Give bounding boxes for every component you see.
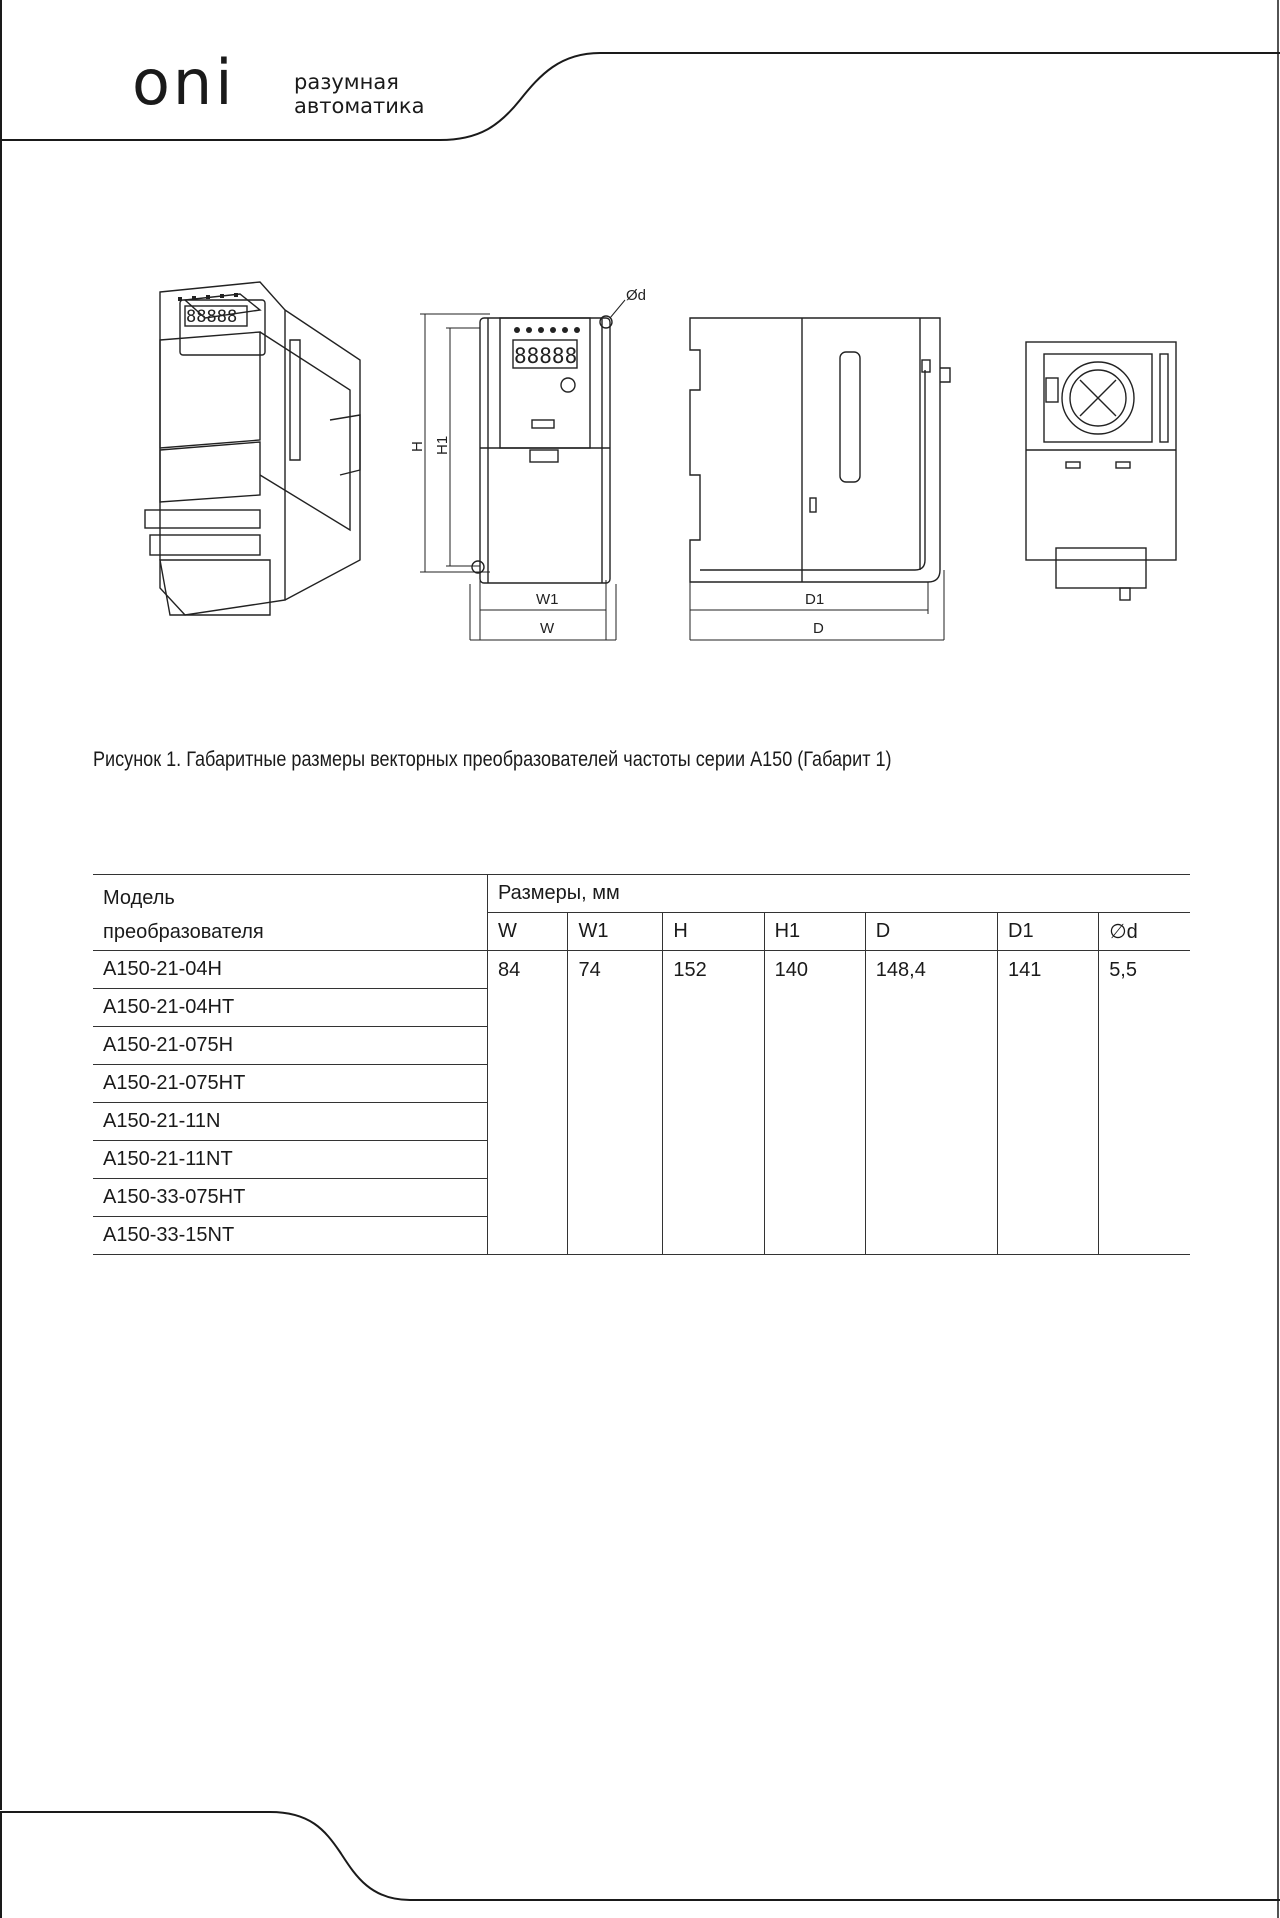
label-H: H: [409, 441, 426, 452]
label-D1: D1: [805, 591, 825, 608]
label-W: W: [540, 620, 555, 637]
value-D: 148,4: [865, 951, 997, 1255]
col-header-W1: W1: [568, 913, 663, 951]
model-cell: A150-21-075H: [93, 1027, 488, 1065]
label-W1: W1: [536, 591, 559, 608]
col-header-H: H: [663, 913, 764, 951]
value-D1: 141: [998, 951, 1099, 1255]
col-header-H1: H1: [764, 913, 865, 951]
value-H: 152: [663, 951, 764, 1255]
brand-tagline: [294, 70, 424, 118]
isometric-view: [145, 282, 360, 615]
tagline-line-1: разумная: [294, 70, 399, 94]
front-leds: [514, 327, 580, 333]
model-cell: A150-33-15NT: [93, 1217, 488, 1255]
value-W1: 74: [568, 951, 663, 1255]
value-d: 5,5: [1099, 951, 1190, 1255]
tagline-line-2: автоматика: [294, 94, 425, 118]
model-header-cell: [93, 875, 488, 951]
model-header-line-1: Модель: [103, 886, 175, 909]
value-W: 84: [488, 951, 568, 1255]
col-header-d: ∅d: [1099, 913, 1190, 951]
model-cell: A150-21-04H: [93, 951, 488, 989]
dimension-drawings: [0, 270, 1280, 650]
brand-logo: oni: [132, 46, 236, 119]
label-diameter: Ød: [626, 287, 647, 304]
col-header-D1: D1: [998, 913, 1099, 951]
model-cell: A150-21-11NT: [93, 1141, 488, 1179]
svg-text:88888: 88888: [186, 307, 238, 327]
col-header-W: W: [488, 913, 568, 951]
top-view: [1026, 342, 1176, 600]
footer-tab-outline: [0, 1812, 1280, 1900]
figure-caption: Рисунок 1. Габаритные размеры векторных преобразователей частоты серии A150 (Габарит 1): [93, 748, 892, 771]
model-cell: A150-21-04HT: [93, 989, 488, 1027]
col-header-D: D: [865, 913, 997, 951]
model-cell: A150-21-11N: [93, 1103, 488, 1141]
dimensions-table: [93, 874, 1190, 1255]
svg-text:88888: 88888: [514, 344, 578, 368]
table-header-row-1: [93, 875, 1190, 913]
table-row: [93, 951, 1190, 989]
value-H1: 140: [764, 951, 865, 1255]
front-display-text: [514, 344, 577, 368]
model-cell: A150-21-075HT: [93, 1065, 488, 1103]
isometric-display-text: [186, 307, 237, 327]
model-header-line-2: преобразователя: [103, 920, 264, 943]
model-cell: A150-33-075HT: [93, 1179, 488, 1217]
side-view: [690, 318, 950, 582]
dims-header-cell: Размеры, мм: [488, 875, 1191, 913]
label-D: D: [813, 620, 824, 637]
label-H1: H1: [434, 435, 451, 455]
